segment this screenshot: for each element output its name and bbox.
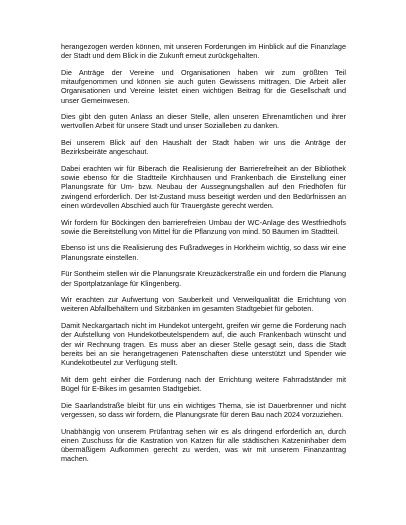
paragraph-8: Für Sontheim stellen wir die Planungsrate Kreuzäckerstraße ein und fordern die Planung der Sportplatzanlage für Klingenberg. xyxy=(61,269,346,288)
paragraph-5: Dabei erachten wir für Biberach die Realisierung der Barrierefreiheit an der Bibliothek sowie ebenso für die Stadtteile Kirchhausen und Frankenbach die Einstellung einer Planungsrate für Um- bzw. Neubau der Aussegnungshallen auf den Friedhöfen für zwingend erforderlich. Der Ist-Zustand muss beseitigt werden und den Bedürfnissen an einen würdevollen Abschied auch für Trauergäste gerecht werden. xyxy=(61,164,346,210)
paragraph-10: Damit Neckargartach nicht im Hundekot untergeht, greifen wir gerne die Forderung nach der Aufstellung von Hundekotbeutelspendern auf, die auch Frankenbach wünscht und der wir Rechnung tragen. Es muss aber an dieser Stelle gesagt sein, dass die Stadt bereits bei an sie herangetragenen Patenschaften diese unterstützt und Spender wie Kundekotbeutel zur Verfügung stellt. xyxy=(61,321,346,367)
paragraph-7: Ebenso ist uns die Realisierung des Fußradweges in Horkheim wichtig, so dass wir eine Planungsrate einstellen. xyxy=(61,243,346,262)
paragraph-3: Dies gibt den guten Anlass an dieser Stelle, allen unseren Ehrenamtlichen und ihrer wertvollen Arbeit für unsere Stadt und unser Sozialleben zu danken. xyxy=(61,112,346,131)
paragraph-4: Bei unserem Blick auf den Haushalt der Stadt haben wir uns die Anträge der Bezirksbeiräte angeschaut. xyxy=(61,138,346,157)
paragraph-13: Unabhängig von unserem Prüfantrag sehen wir es als dringend erforderlich an, durch einen Zuschuss für die Kastration von Katzen für alle städtischen Katzeninhaber dem übermäßigem Aufkommen gerecht zu werden, was wir mit unserem Finanzantrag machen. xyxy=(61,426,346,464)
paragraph-11: Mit dem geht einher die Forderung nach der Errichtung weitere Fahrradständer mit Bügel für E-Bikes im gesamten Stadtgebiet. xyxy=(61,374,346,393)
paragraph-9: Wir erachten zur Aufwertung von Sauberkeit und Verweilqualität die Errichtung von weiteren Abfallbehältern und Sitzbänken im gesamten Stadtgebiet für geboten. xyxy=(61,295,346,314)
paragraph-6: Wir fordern für Böckingen den barrierefreien Umbau der WC-Anlage des Westfriedhofs sowie die Bereitstellung von Mittel für die Pflanzung von mind. 50 Bäumen im Stadtteil. xyxy=(61,217,346,236)
paragraph-2: Die Anträge der Vereine und Organisationen haben wir zum größten Teil mitaufgenommen und können sie auch guten Gewissens mittragen. Die Arbeit aller Organisationen und Vereine leistet einen wichtigen Beitrag für die Gesellschaft und unser Gemeinwesen. xyxy=(61,67,346,105)
paragraph-1: herangezogen werden können, mit unseren Forderungen im Hinblick auf die Finanzlage der Stadt und dem Blick in die Zukunft erneut zurückgehalten. xyxy=(61,42,346,61)
paragraph-12: Die Saarlandstraße bleibt für uns ein wichtiges Thema, sie ist Dauerbrenner und nicht vergessen, so dass wir fordern, die Planungsrate für deren Bau nach 2024 vorzuziehen. xyxy=(61,400,346,419)
document-page xyxy=(61,42,346,471)
